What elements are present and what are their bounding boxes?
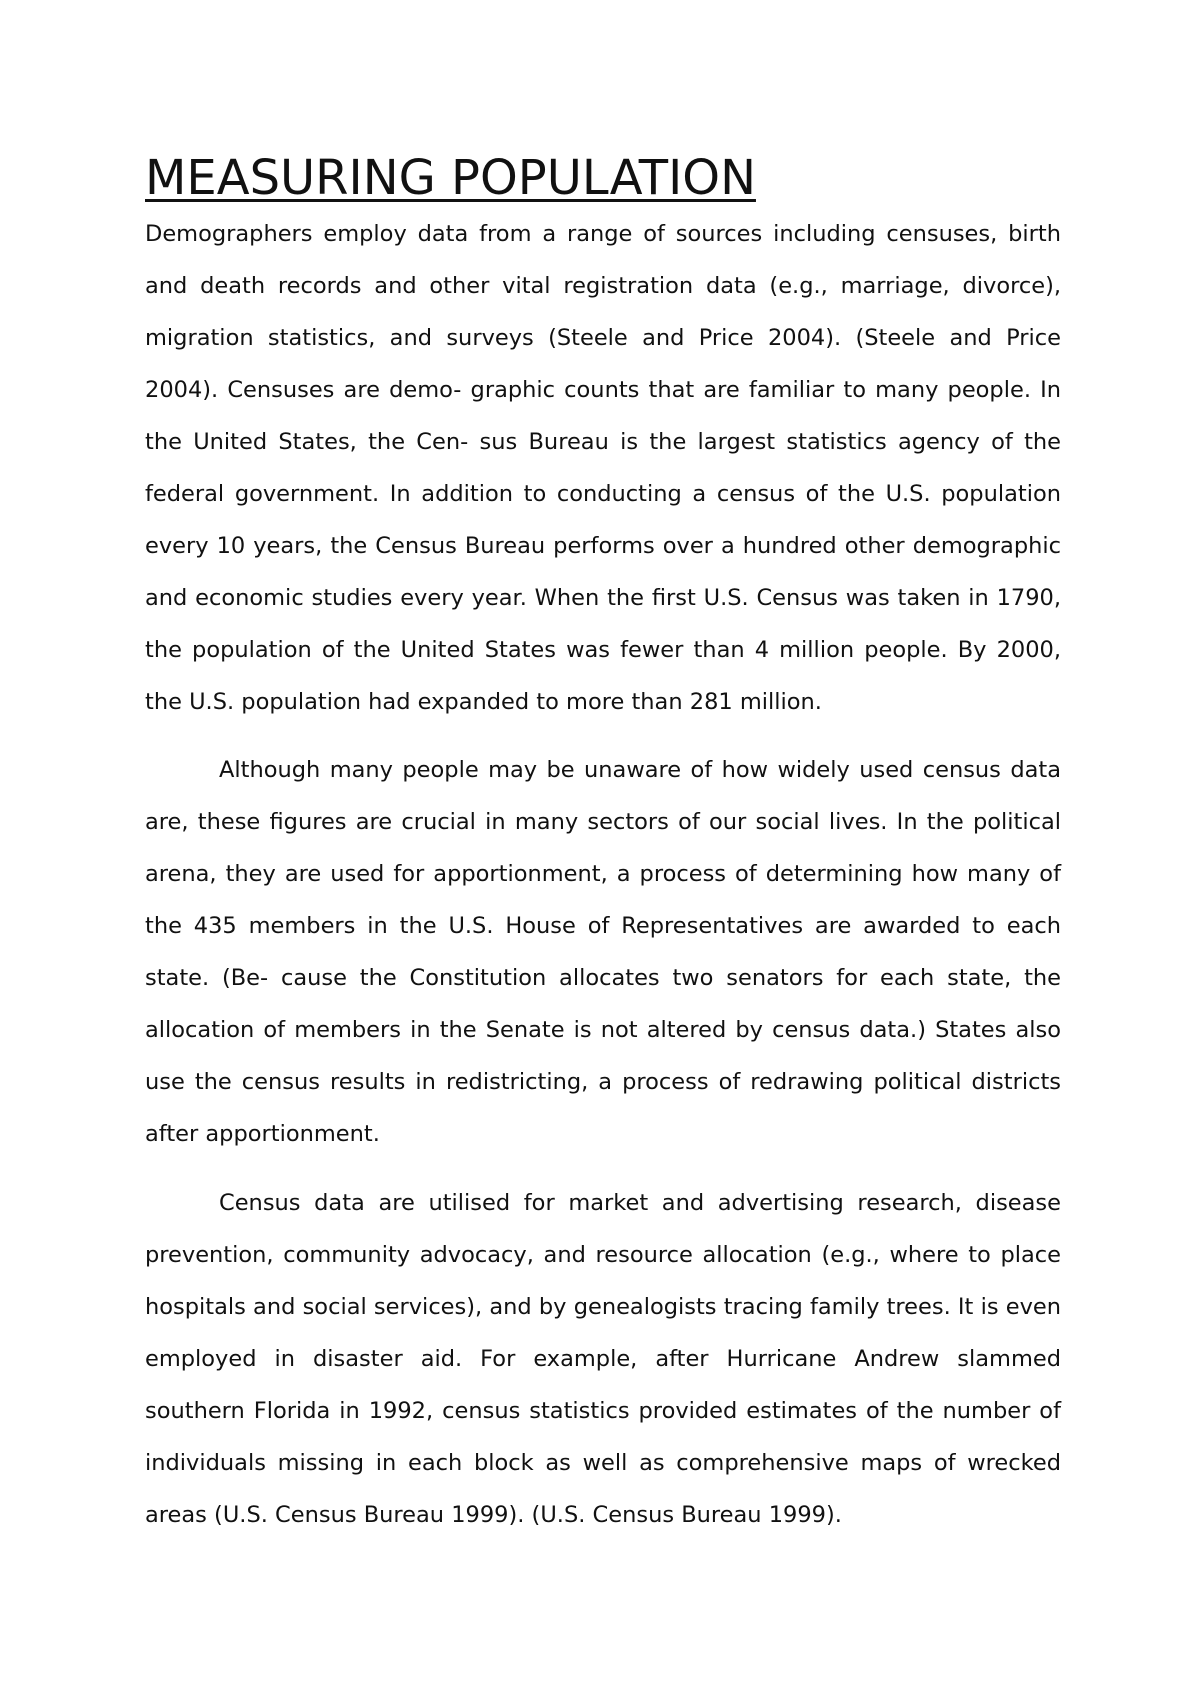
paragraph-1: Demographers employ data from a range of sources including censuses, birth and death records and other vital registration data (e.g., marriage, divorce), migration statistics, and surveys (Steele and Price 2004). (Steele and Price 2004). Censuses are demo- graphic counts that are familiar to many people. In the United States, the Cen- sus Bureau is the largest statistics agency of the federal government. In addition to conducting a census of the U.S. population every 10 years, the Census Bureau performs over a hundred other demographic and economic studies every year. When the first U.S. Census was taken in 1790, the population of the United States was fewer than 4 million people. By 2000, the U.S. population had expanded to more than 281 million. (145, 221, 1061, 715)
paragraph-3: Census data are utilised for market and advertising research, disease prevention, community advocacy, and resource allocation (e.g., where to place hospitals and social services), and by genealogists tracing family trees. It is even employed in disaster aid. For example, after Hurricane Andrew slammed southern Florida in 1992, census statistics provided estimates of the number of individuals missing in each block as well as comprehensive maps of wrecked areas (U.S. Census Bureau 1999). (U.S. Census Bureau 1999). (145, 1190, 1061, 1528)
paragraph-2: Although many people may be unaware of how widely used census data are, these figures are crucial in many sectors of our social lives. In the political arena, they are used for apportionment, a process of determining how many of the 435 members in the U.S. House of Representatives are awarded to each state. (Be- cause the Constitution allocates two senators for each state, the allocation of members in the Senate is not altered by census data.) States also use the census results in redistricting, a process of redrawing political districts after apportionment. (145, 757, 1061, 1147)
document-title: MEASURING POPULATION (145, 150, 756, 206)
